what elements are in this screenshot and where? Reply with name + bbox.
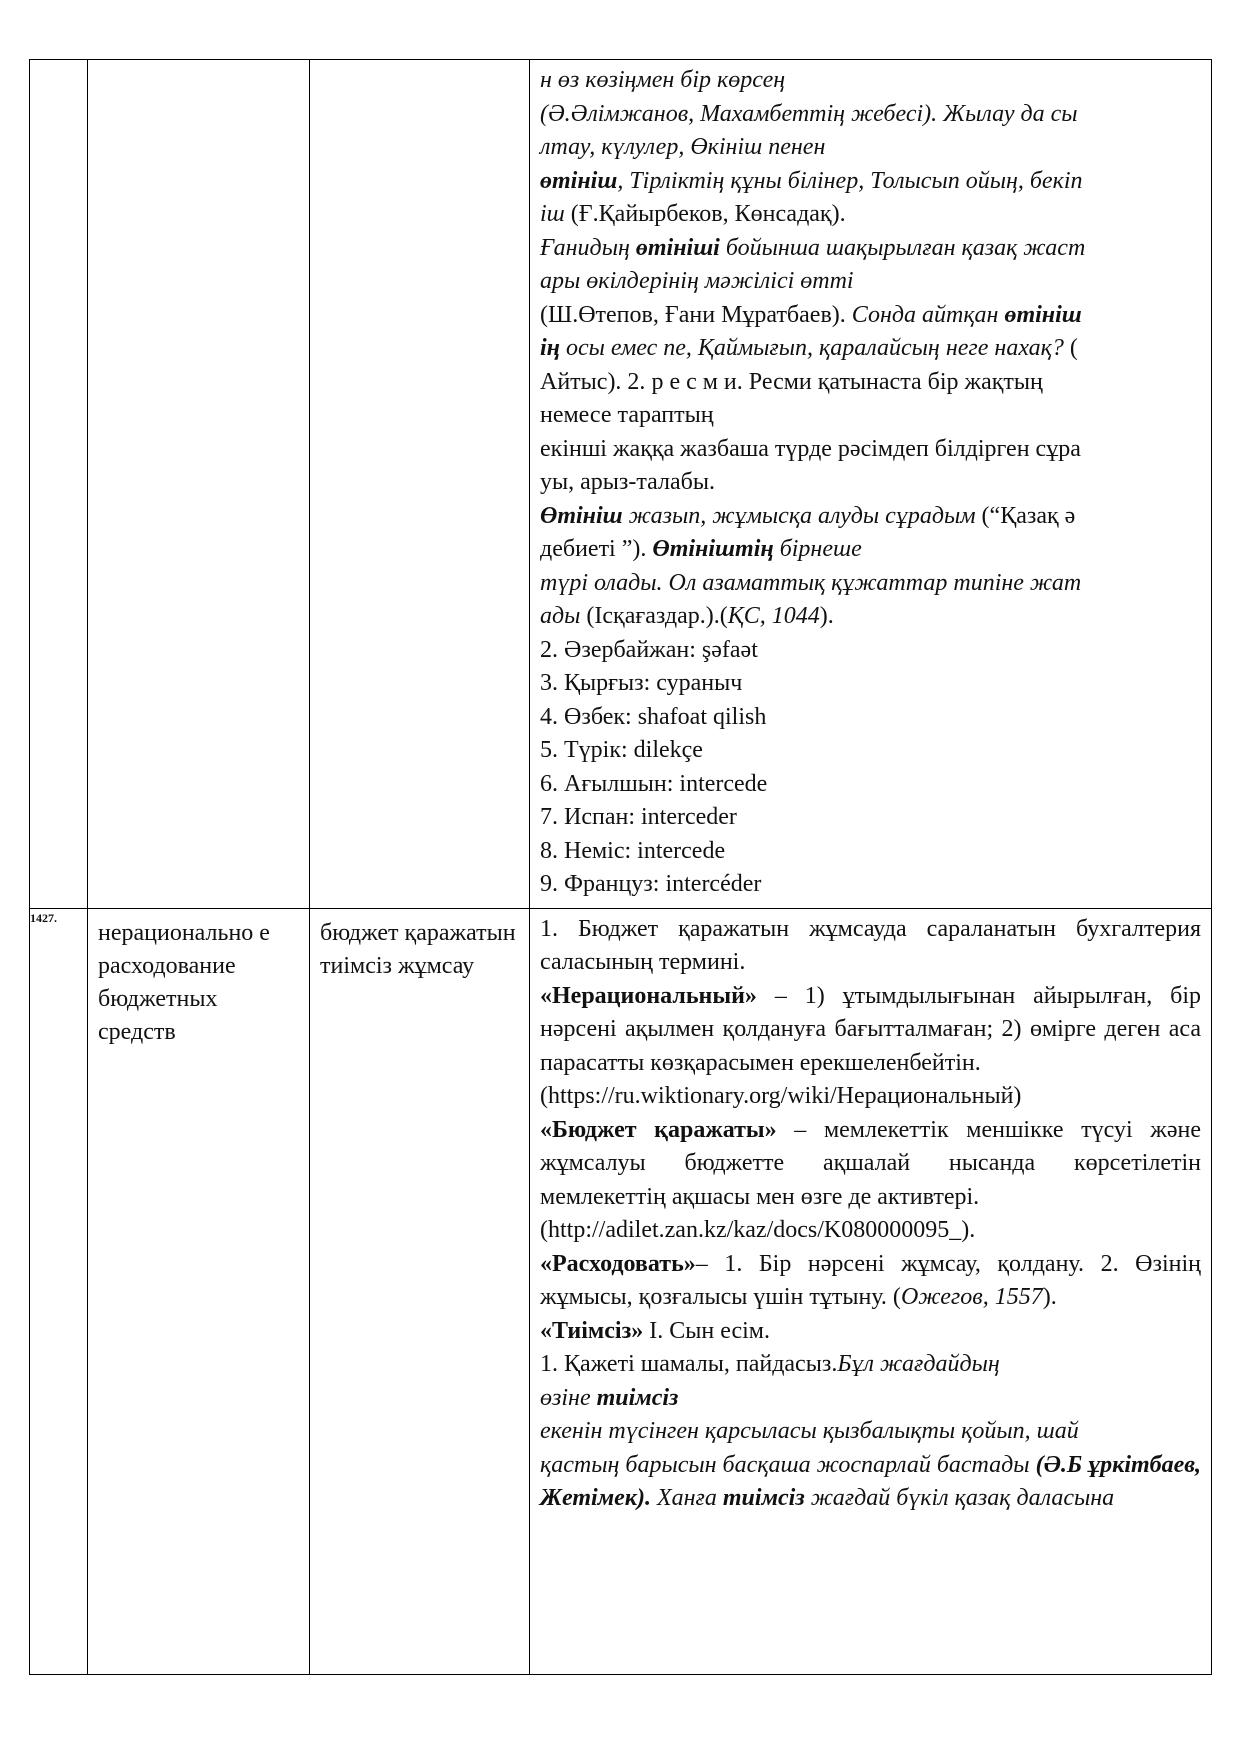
text-line	[540, 433, 1201, 467]
text-run: уы, арыз-талабы.	[540, 469, 715, 495]
term-russian: нерационально е расходование бюджетных средств	[88, 908, 310, 1674]
text-run: осы емес пе, Қаймығып, қаралайсың неге нахақ?	[560, 335, 1064, 361]
text-run: дебиеті ”).	[540, 536, 653, 562]
text-run: өзіне	[540, 1384, 597, 1411]
text-run: (Ш.Өтепов, Ғани Мұратбаев).	[540, 301, 852, 328]
text-run: Ресми қатынаста бір жақтың	[742, 368, 1043, 395]
translation-item: 5. Түрік: dilekçe	[540, 737, 703, 763]
text-run: немесе тараптың	[540, 402, 714, 428]
text-run: (https://ru.wiktionary.org/wiki/Нерациональный)	[540, 1083, 1022, 1109]
text-line	[540, 399, 1201, 433]
entry-number: 1427.	[30, 908, 88, 1674]
text-run: екінші жаққа жазбаша түрде рәсімдеп білдірген сұра	[540, 435, 1081, 462]
text-line	[540, 466, 1201, 500]
text-run: бойынша шақырылған қазақ жаст	[719, 234, 1086, 261]
text-run: (Ғ.Қайырбеков, Көнсадақ).	[564, 201, 846, 227]
text-line	[540, 265, 1201, 299]
text-run: өтініш	[540, 167, 618, 194]
text-run: – 1) ұтымдылығынан айырылған, бір нәрсені ақылмен қолдануға бағытталмаған; 2) өмірге деген аса парасатты көзқарасымен ерекшеленбейтін.	[540, 982, 1201, 1076]
translation-item: 2. Әзербайжан: şəfaət	[540, 636, 758, 663]
text-run: Ожегов, 1557	[900, 1284, 1043, 1310]
text-run: Бұл жағдайдың	[837, 1351, 1000, 1377]
definition-text	[540, 64, 1201, 634]
text-run: ады	[540, 603, 581, 629]
paragraph	[540, 1114, 1201, 1215]
text-line	[540, 366, 1201, 400]
text-run: – 1. Бір нәрсені жұмсау, қолдану. 2. Өзінің жұмысы, қозғалысы үшін тұтыну. (	[540, 1250, 1201, 1310]
text-line	[540, 332, 1201, 366]
text-line	[540, 500, 1201, 534]
text-run: жағдай бүкіл қазақ даласына	[804, 1485, 1115, 1511]
text-run: өтініші	[635, 234, 720, 261]
definition-cell	[530, 60, 1212, 909]
text-run: – мемлекеттік меншікке түсуі және жұмсалуы бюджетте ақшалай нысанда көрсетілетін мемлекеттің ақшасы мен өзге де активтері.	[540, 1116, 1201, 1210]
text-run: (	[1063, 335, 1078, 361]
text-run: І. Сын есім.	[643, 1317, 770, 1344]
paragraph	[540, 913, 1201, 980]
entry-number	[30, 60, 88, 909]
text-run: тиімсіз	[722, 1485, 805, 1511]
text-line	[540, 165, 1201, 199]
text-run: лтау, күлулер, Өкініш пенен	[540, 134, 826, 160]
text-run: (Ә.Әлімжанов, Махамбеттің жебесі). Жылау да сы	[540, 100, 1078, 127]
paragraph	[540, 1214, 1201, 1248]
text-line	[540, 98, 1201, 132]
text-run: бірнеше	[773, 536, 862, 562]
text-line	[540, 533, 1201, 567]
translation-item: 3. Қырғыз: сураныч	[540, 670, 743, 696]
text-run: (“Қазақ ә	[975, 502, 1076, 529]
text-run: р е с м и.	[651, 368, 743, 395]
document-table	[29, 59, 1212, 1675]
text-run: «Тиімсіз»	[540, 1317, 644, 1344]
term-russian	[88, 60, 310, 909]
paragraph	[540, 1382, 1201, 1416]
text-run: түрі олады. Ол азаматтық құжаттар типіне жат	[540, 569, 1082, 596]
paragraph	[540, 1080, 1201, 1114]
text-run: Өтініш	[540, 502, 623, 529]
text-run: Айтыс). 2.	[540, 368, 652, 395]
text-run: іш	[540, 201, 565, 227]
definition-text	[540, 913, 1201, 1516]
definition-cell	[530, 908, 1212, 1674]
paragraph	[540, 1415, 1201, 1449]
text-run: Ғанидың	[540, 234, 636, 261]
translation-item: 7. Испан: interceder	[540, 804, 737, 830]
text-run: Ханға	[650, 1485, 723, 1511]
text-run: өтініш	[1004, 301, 1082, 328]
paragraph	[540, 1248, 1201, 1315]
text-run: (Ісқағаздар.).(	[580, 603, 728, 629]
text-line	[540, 567, 1201, 601]
text-line	[540, 600, 1201, 634]
translation-list	[540, 634, 1201, 902]
text-run: жазып, жұмысқа алуды сұрадым	[622, 502, 976, 529]
text-run: «Расходовать»	[540, 1250, 696, 1277]
translation-item: 4. Өзбек: shafoat qilish	[540, 703, 767, 730]
text-run: (Ә.Б ұркітбаев, Жетімек).	[540, 1451, 1202, 1511]
text-run: «Нерациональный»	[540, 982, 757, 1009]
text-run: 1. Бюджет қаражатын жұмсауда сараланатын бухгалтерия саласының термині.	[540, 915, 1201, 975]
paragraph	[540, 980, 1201, 1081]
translation-item: 9. Француз: intercéder	[540, 871, 762, 897]
text-run: тиімсіз	[596, 1384, 679, 1411]
translation-item: 6. Ағылшын: intercede	[540, 770, 768, 797]
text-run: 1. Қажеті шамалы, пайдасыз.	[540, 1351, 838, 1377]
text-run: ).	[1042, 1284, 1057, 1310]
table-row	[30, 908, 1212, 1674]
text-run: ).	[819, 603, 834, 629]
paragraph	[540, 1315, 1201, 1349]
text-line	[540, 198, 1201, 232]
text-line	[540, 299, 1201, 333]
term-kazakh: бюджет қаражатын тиімсіз жұмсау	[310, 908, 530, 1674]
text-line	[540, 232, 1201, 266]
text-run: қастың барысын басқаша жоспарлай бастады	[540, 1451, 1036, 1478]
paragraph	[540, 1449, 1201, 1516]
table-row	[30, 60, 1212, 909]
text-run: Өтініштің	[652, 536, 774, 562]
text-run: н өз көзіңмен бір көрсең	[540, 67, 786, 93]
text-run: (http://adilet.zan.kz/kaz/docs/K080000095_).	[540, 1217, 976, 1243]
text-run: ің	[540, 335, 560, 361]
text-run: Сонда айтқан	[851, 301, 1005, 328]
paragraph	[540, 1348, 1201, 1382]
translation-item: 8. Неміс: intercede	[540, 837, 726, 864]
text-line	[540, 131, 1201, 165]
text-line	[540, 64, 1201, 98]
text-run: , Тірліктің құны білінер, Толысып ойың, бекіп	[617, 167, 1083, 194]
text-run: ары өкілдерінің мәжілісі өтті	[540, 268, 854, 294]
text-run: екенін түсінген қарсыласы қызбалықты қойып, шай	[540, 1418, 1079, 1444]
text-run: «Бюджет қаражаты»	[540, 1116, 777, 1143]
text-run: ҚС, 1044	[727, 603, 820, 629]
term-kazakh	[310, 60, 530, 909]
